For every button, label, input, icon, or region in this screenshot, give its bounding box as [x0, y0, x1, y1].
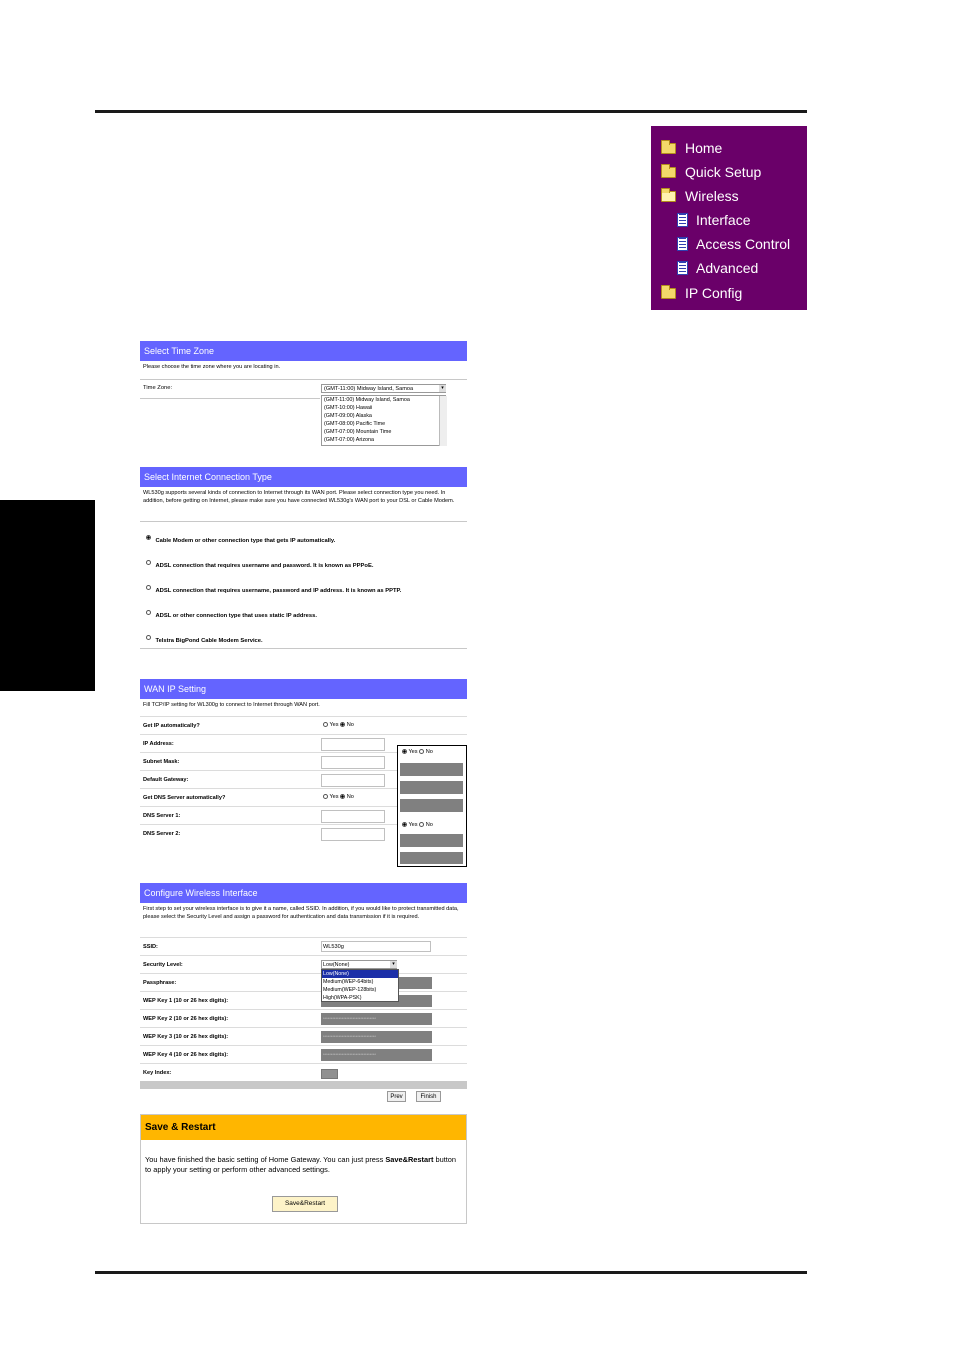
- connection-option[interactable]: [146, 579, 401, 597]
- bottom-rule: [95, 1271, 807, 1274]
- panel-title: Select Internet Connection Type: [140, 467, 467, 487]
- security-selected: Low(None): [323, 962, 350, 968]
- radio-group[interactable]: [402, 749, 433, 755]
- row-label: Subnet Mask:: [143, 759, 180, 765]
- dropdown-option[interactable]: Medium(WEP-128bits): [323, 987, 377, 993]
- dropdown-option[interactable]: (GMT-08:00) Pacific Time: [324, 421, 386, 427]
- radio-selected-icon[interactable]: [402, 749, 407, 754]
- time-zone-dropdown-list[interactable]: [321, 395, 446, 446]
- radio-icon[interactable]: [146, 610, 151, 615]
- dropdown-option[interactable]: (GMT-07:00) Arizona: [324, 437, 375, 443]
- no-label: No: [425, 749, 433, 755]
- default-gateway-input[interactable]: [321, 774, 385, 787]
- panel-description: [145, 1155, 460, 1175]
- panel-description: Fill TCP/IP setting for WL300g to connect to Internet through WAN port.: [143, 702, 320, 708]
- option-label: Cable Modem or other connection type that gets IP automatically.: [155, 538, 336, 544]
- radio-icon[interactable]: [146, 585, 151, 590]
- option-label: ADSL or other connection type that uses static IP address.: [155, 613, 317, 619]
- wireless-row: [140, 1027, 467, 1046]
- key-index-select[interactable]: [321, 1069, 338, 1079]
- nav-item-label: Wireless: [685, 188, 739, 204]
- panel-description: WL530g supports several kinds of connection to Internet through its WAN port. Please select connection type you need. In addition, before getting on Internet, please make sure you have connected WL530g's WAN port to your DSL or Cable Modem.: [143, 490, 455, 504]
- nav-item-label: Advanced: [696, 260, 759, 276]
- time-zone-label: Time Zone:: [143, 385, 173, 391]
- radio-selected-icon[interactable]: [340, 794, 345, 799]
- list-scrollbar[interactable]: [439, 396, 447, 446]
- nav-item-label: Quick Setup: [685, 164, 762, 180]
- yes-label: Yes: [329, 794, 339, 800]
- nav-item-ip-config[interactable]: [661, 283, 742, 303]
- radio-icon[interactable]: [146, 635, 151, 640]
- wep-key-3-input[interactable]: **********************************: [321, 1031, 432, 1043]
- dropdown-option[interactable]: (GMT-09:00) Alaska: [324, 413, 372, 419]
- connection-option[interactable]: [146, 629, 263, 647]
- row-label: WEP Key 4 (10 or 26 hex digits):: [143, 1052, 229, 1058]
- disabled-field: [400, 852, 463, 864]
- connection-type-panel: [140, 467, 467, 649]
- dns-server-1-input[interactable]: [321, 810, 385, 823]
- connection-option[interactable]: [146, 529, 335, 547]
- nav-item-label: Access Control: [696, 236, 791, 252]
- dropdown-option[interactable]: (GMT-11:00) Midway Island, Samoa: [324, 397, 410, 403]
- wireless-row: [140, 1045, 467, 1064]
- radio-icon[interactable]: [419, 822, 424, 827]
- dropdown-option[interactable]: (GMT-07:00) Mountain Time: [324, 429, 392, 435]
- nav-item-label: Interface: [696, 212, 751, 228]
- radio-selected-icon[interactable]: [402, 822, 407, 827]
- dns-server-2-input[interactable]: [321, 828, 385, 841]
- finish-button[interactable]: Finish: [416, 1091, 441, 1102]
- row-label: DNS Server 1:: [143, 813, 181, 819]
- chapter-side-tab: [0, 500, 95, 691]
- wep-key-2-input[interactable]: **********************************: [321, 1013, 432, 1025]
- chevron-down-icon[interactable]: ▾: [439, 385, 446, 392]
- connection-option[interactable]: [146, 604, 317, 622]
- nav-item-quick-setup[interactable]: [661, 162, 761, 182]
- ip-address-input[interactable]: [321, 738, 385, 751]
- panel-description: Please choose the time zone where you are locating in.: [143, 364, 281, 370]
- row-label: Get DNS Server automatically?: [143, 795, 226, 801]
- no-label: No: [346, 794, 354, 800]
- nav-item-advanced[interactable]: [677, 258, 758, 278]
- nav-item-home[interactable]: [661, 138, 722, 158]
- folder-open-icon: [661, 191, 676, 202]
- nav-item-wireless[interactable]: [661, 186, 739, 206]
- save-restart-panel: [140, 1114, 467, 1224]
- footer-bar: [140, 1081, 467, 1089]
- radio-selected-icon[interactable]: [340, 722, 345, 727]
- security-level-dropdown[interactable]: [321, 969, 399, 1002]
- disabled-field: [400, 763, 463, 776]
- radio-icon[interactable]: [419, 749, 424, 754]
- nav-item-interface[interactable]: [677, 210, 750, 230]
- dropdown-option[interactable]: Low(None): [322, 970, 398, 978]
- radio-group[interactable]: [402, 822, 433, 828]
- row-label: Get IP automatically?: [143, 723, 200, 729]
- document-icon: [677, 213, 688, 227]
- time-zone-select[interactable]: [321, 384, 446, 393]
- disabled-field: [400, 799, 463, 812]
- yes-label: Yes: [408, 749, 418, 755]
- folder-icon: [661, 167, 676, 178]
- disabled-field: [400, 834, 463, 847]
- wireless-row: [140, 955, 467, 974]
- yes-label: Yes: [329, 722, 339, 728]
- panel-title: Select Time Zone: [140, 341, 467, 361]
- option-label: ADSL connection that requires username and password. It is known as PPPoE.: [155, 563, 374, 569]
- no-label: No: [346, 722, 354, 728]
- radio-icon[interactable]: [323, 794, 328, 799]
- row-label: Key Index:: [143, 1070, 172, 1076]
- description-text: You have finished the basic setting of Home Gateway. You can just press: [145, 1155, 386, 1164]
- row-label: Default Gateway:: [143, 777, 189, 783]
- nav-item-label: Home: [685, 140, 723, 156]
- description-text: button to apply your setting or perform other advanced settings.: [145, 1155, 457, 1174]
- dropdown-option[interactable]: (GMT-10:00) Hawaii: [324, 405, 373, 411]
- radio-group[interactable]: [323, 722, 354, 728]
- option-label: ADSL connection that requires username, password and IP address. It is known as PPTP.: [155, 588, 402, 594]
- radio-icon[interactable]: [146, 560, 151, 565]
- panel-title: WAN IP Setting: [140, 679, 467, 699]
- radio-icon[interactable]: [323, 722, 328, 727]
- chevron-down-icon[interactable]: ▾: [390, 961, 397, 968]
- panel-description: First step to set your wireless interface is to give it a name, called SSID. In addition, if you would like to protect transmitted data, please select the Security Level and assign a password for authentication and data transmission if it is required.: [143, 906, 459, 920]
- document-icon: [677, 261, 688, 275]
- top-rule: [95, 110, 807, 113]
- no-label: No: [425, 822, 433, 828]
- folder-icon: [661, 143, 676, 154]
- wireless-row: [140, 1009, 467, 1028]
- time-zone-panel: [140, 341, 467, 446]
- wireless-row: [140, 937, 467, 956]
- dropdown-option[interactable]: High(WPA-PSK): [323, 995, 362, 1001]
- time-zone-selected: (GMT-11:00) Midway Island, Samoa: [324, 386, 414, 392]
- row-label: Passphrase:: [143, 980, 177, 986]
- folder-icon: [661, 288, 676, 299]
- nav-item-label: IP Config: [685, 285, 743, 301]
- document-icon: [677, 237, 688, 251]
- connection-option[interactable]: [146, 554, 373, 572]
- yes-label: Yes: [408, 822, 418, 828]
- option-label: Telstra BigPond Cable Modem Service.: [155, 638, 263, 644]
- row-label: WEP Key 1 (10 or 26 hex digits):: [143, 998, 229, 1004]
- row-label: SSID:: [143, 944, 158, 950]
- wan-row: [140, 716, 467, 735]
- ssid-input[interactable]: WL530g: [321, 941, 431, 952]
- row-label: DNS Server 2:: [143, 831, 181, 837]
- row-label: IP Address:: [143, 741, 174, 747]
- wireless-interface-panel: [140, 883, 467, 1103]
- radio-group[interactable]: [323, 794, 354, 800]
- subnet-mask-input[interactable]: [321, 756, 385, 769]
- row-label: WEP Key 2 (10 or 26 hex digits):: [143, 1016, 229, 1022]
- row-label: Security Level:: [143, 962, 183, 968]
- nav-menu: [651, 126, 807, 310]
- description-bold: Save&Restart: [385, 1155, 434, 1164]
- panel-title: Save & Restart: [141, 1115, 466, 1140]
- wep-key-4-input[interactable]: **********************************: [321, 1049, 432, 1061]
- security-level-select[interactable]: [321, 960, 397, 969]
- panel-title: Configure Wireless Interface: [140, 883, 467, 903]
- save-restart-button[interactable]: Save&Restart: [272, 1196, 338, 1212]
- dropdown-option[interactable]: Medium(WEP-64bits): [323, 979, 374, 985]
- wan-callout-box: [397, 745, 467, 867]
- radio-selected-icon[interactable]: [146, 535, 151, 540]
- prev-button[interactable]: Prev: [387, 1091, 406, 1102]
- wireless-row: [140, 991, 467, 1010]
- row-label: WEP Key 3 (10 or 26 hex digits):: [143, 1034, 229, 1040]
- nav-item-access-control[interactable]: [677, 234, 790, 254]
- wireless-row: [140, 973, 467, 992]
- disabled-field: [400, 781, 463, 794]
- wireless-row: [140, 1063, 467, 1082]
